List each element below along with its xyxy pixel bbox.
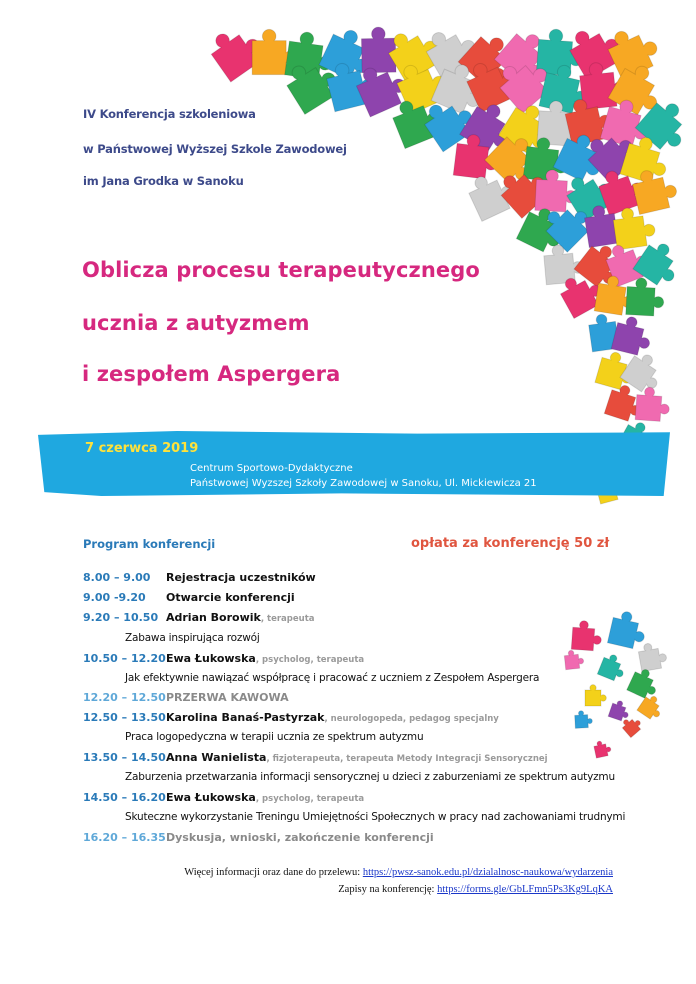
puzzle-piece [564, 649, 584, 669]
session-title: PRZERWA KAWOWA [166, 691, 289, 704]
speaker-name: Ewa Łukowska [166, 791, 256, 804]
puzzle-piece [571, 620, 602, 651]
info-label: Więcej informacji oraz dane do przelewu: [184, 867, 363, 878]
talk-title: Zaburzenia przetwarzania informacji sensorycznej u dzieci z zaburzeniami ze spektrum autyzmu [125, 771, 615, 783]
puzzle-piece [627, 666, 662, 701]
session-time: 14.50 – 16.20 [83, 791, 166, 804]
speaker-name: Anna Wanielista [166, 751, 267, 764]
title-line-3: i zespołem Aspergera [82, 362, 341, 386]
talk-title: Jak efektywnie nawiązać współpracę i pracować z uczniem z Zespołem Aspergera [125, 672, 540, 684]
venue-line-1: Centrum Sportowo-Dydaktyczne [190, 463, 353, 474]
schedule-row [83, 831, 434, 844]
session-time: 9.20 – 10.50 [83, 611, 159, 624]
schedule-row [83, 571, 316, 584]
schedule-row [83, 791, 364, 804]
puzzle-piece [574, 710, 592, 728]
puzzle-piece [585, 685, 606, 706]
fee-label: opłata za konferencję 50 zł [411, 536, 610, 551]
session-time: 13.50 – 14.50 [83, 751, 166, 764]
speaker-role: , psycholog, terapeuta [255, 655, 365, 665]
session-title: Rejestracja uczestników [166, 571, 316, 584]
talk-title: Zabawa inspirująca rozwój [125, 632, 260, 644]
program-heading: Program konferencji [83, 537, 216, 551]
session-time: 12.50 – 13.50 [83, 711, 166, 724]
puzzle-piece [637, 641, 668, 672]
speaker-role: , terapeuta [260, 614, 315, 624]
event-date: 7 czerwca 2019 [85, 441, 199, 456]
speaker-role: , fizjoterapeuta, terapeuta Metody Integracji Sensorycznej [266, 754, 548, 764]
speaker-role: , neurologopeda, pedagog specjalny [324, 714, 499, 724]
session-title: Dyskusja, wnioski, zakończenie konferencji [166, 831, 434, 844]
speaker-name: Karolina Banaś-Pastyrzak [166, 711, 325, 724]
info-line [184, 867, 613, 878]
schedule-row [83, 611, 315, 624]
talk-title: Skuteczne wykorzystanie Treningu Umiejętności Społecznych w pracy nad zachowaniami trudnymi [125, 811, 626, 823]
session-time: 8.00 – 9.00 [83, 571, 151, 584]
puzzle-piece [593, 739, 612, 758]
schedule-row [83, 591, 295, 604]
puzzle-piece [607, 609, 649, 651]
speaker-name: Ewa Łukowska [166, 652, 256, 665]
session-time: 9.00 -9.20 [83, 591, 146, 604]
puzzle-cluster-top-right [205, 18, 696, 494]
venue-line-2: Państwowej Wyzszej Szkoły Zawodowej w Sanoku, Ul. Mickiewicza 21 [190, 478, 537, 489]
session-title: Otwarcie konferencji [166, 591, 295, 604]
session-time: 10.50 – 12.20 [83, 652, 166, 665]
signup-link[interactable]: https://forms.gle/GbLFmn5Ps3Kg9LqKA [437, 884, 613, 895]
schedule-row [83, 652, 364, 665]
puzzle-piece [597, 652, 628, 683]
puzzle-piece [626, 277, 665, 316]
talk-title: Praca logopedyczna w terapii ucznia ze spektrum autyzmu [125, 731, 424, 743]
schedule-row [83, 711, 499, 724]
session-time: 16.20 – 16.35 [83, 831, 166, 844]
intro-line-3: im Jana Grodka w Sanoku [83, 174, 244, 188]
title-line-2: ucznia z autyzmem [82, 311, 310, 335]
speaker-name: Adrian Borowik [166, 611, 261, 624]
intro-line-2: w Państwowej Wyższej Szkole Zawodowej [83, 142, 347, 156]
signup-line [338, 884, 613, 895]
title-line-1: Oblicza procesu terapeutycznego [82, 258, 480, 282]
intro-line-1: IV Konferencja szkoleniowa [83, 107, 256, 121]
signup-label: Zapisy na konferencję: [338, 884, 438, 895]
puzzle-piece [603, 20, 663, 80]
session-time: 12.20 – 12.50 [83, 691, 166, 704]
speaker-role: , psycholog, terapeuta [255, 794, 365, 804]
puzzle-piece [608, 699, 632, 723]
info-link[interactable]: https://pwsz-sanok.edu.pl/dzialalnosc-naukowa/wydarzenia [362, 867, 613, 878]
puzzle-piece [611, 314, 655, 358]
schedule-row [83, 751, 548, 764]
schedule-row [83, 691, 289, 704]
